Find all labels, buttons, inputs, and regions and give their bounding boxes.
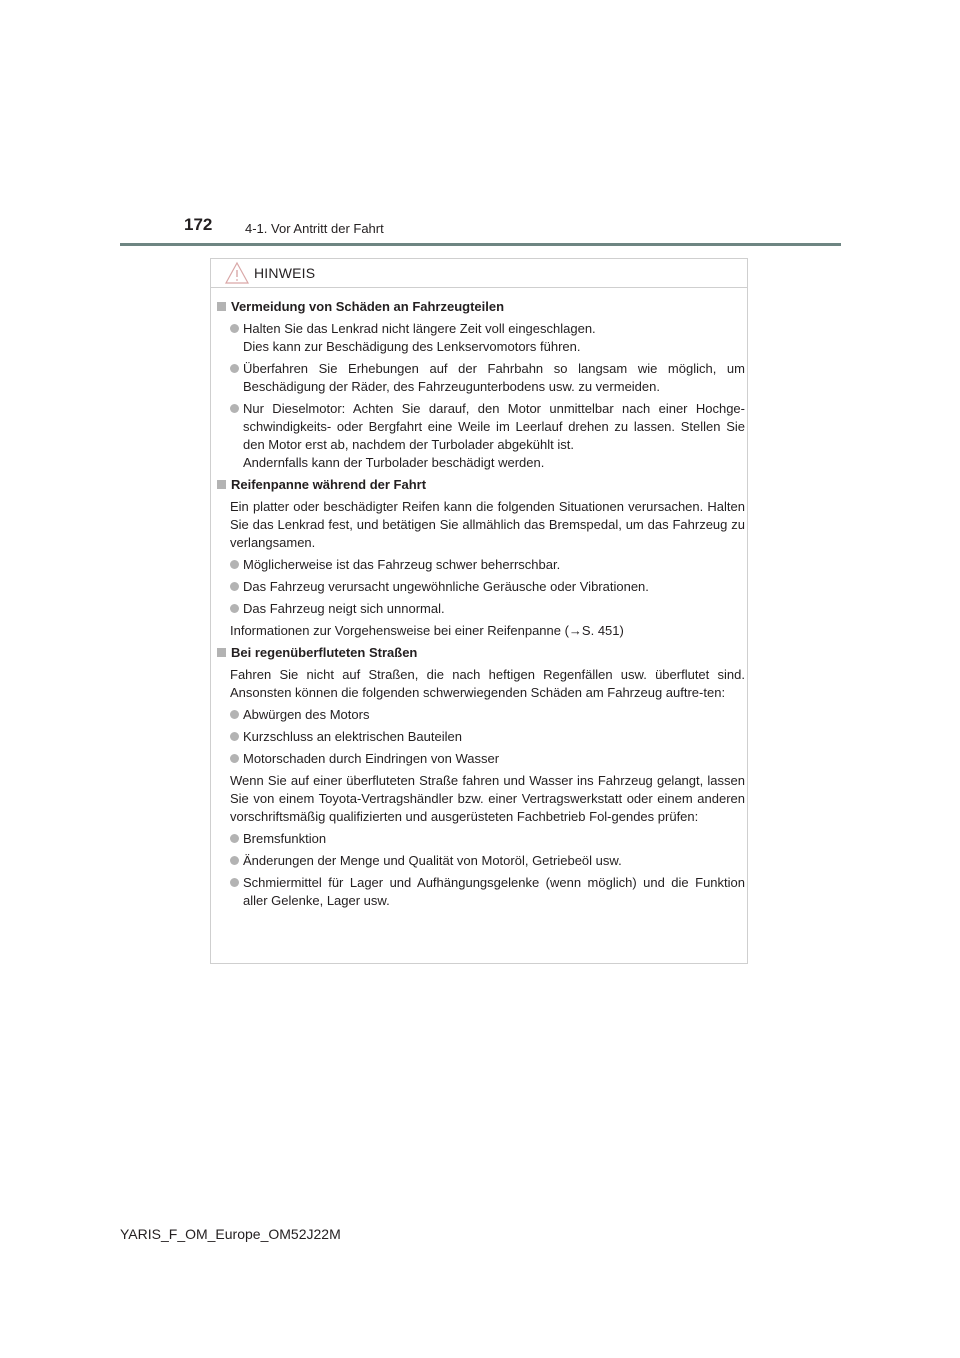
list-item-text: Änderungen der Menge und Qualität von Motoröl, Getriebeöl usw. <box>243 853 622 868</box>
list-item-text: Motorschaden durch Eindringen von Wasser <box>243 751 500 766</box>
list-item-text: Nur Dieselmotor: Achten Sie darauf, den Motor unmittelbar nach einer Hochge-schwindigkeits- oder Bergfahrt eine Weile im Leerlauf drehen zu lassen. Stellen Sie den Motor erst ab, nachdem der Turbolader abgekühlt ist. <box>243 401 745 452</box>
round-bullet-icon <box>230 364 239 373</box>
list-item <box>230 360 745 396</box>
list-item <box>230 320 745 356</box>
page-reference-paragraph: Informationen zur Vorgehensweise bei einer Reifenpanne (→S. 451) <box>230 623 624 638</box>
notice-body <box>217 298 745 914</box>
list-item-text: Das Fahrzeug neigt sich unnormal. <box>243 601 445 616</box>
list-item-text: Das Fahrzeug verursacht ungewöhnliche Geräusche oder Vibrationen. <box>243 579 649 594</box>
list-item <box>230 400 745 472</box>
round-bullet-icon <box>230 404 239 413</box>
round-bullet-icon <box>230 324 239 333</box>
section-heading <box>217 476 745 494</box>
paragraph: Wenn Sie auf einer überfluteten Straße fahren und Wasser ins Fahrzeug gelangt, lassen Sie von einem Toyota-Vertragshändler bzw. einer Vertragswerkstatt oder einem anderen vorschriftsmäßig qualifizierten und ausgerüsteten Fachbetrieb Fol-gendes prüfen: <box>230 773 745 824</box>
paragraph: Ein platter oder beschädigter Reifen kann die folgenden Situationen verursachen. Halten Sie das Lenkrad fest, und betätigen Sie allmählich das Bremspedal, um das Fahrzeug zu verlangsamen. <box>230 499 745 550</box>
list-item-text: Überfahren Sie Erhebungen auf der Fahrbahn so langsam wie möglich, um Beschädigung der Räder, des Fahrzeugunterbodens usw. zu vermeiden. <box>243 361 745 394</box>
section-heading-text: Bei regenüberfluteten Straßen <box>231 645 418 660</box>
list-item-text: Schmiermittel für Lager und Aufhängungsgelenke (wenn möglich) und die Funktion aller Gelenke, Lager usw. <box>243 875 745 908</box>
list-item-text: Kurzschluss an elektrischen Bauteilen <box>243 729 462 744</box>
list-item-text: Abwürgen des Motors <box>243 707 370 722</box>
list-item <box>230 578 745 596</box>
notice-header <box>211 259 747 288</box>
section-heading-text: Vermeidung von Schäden an Fahrzeugteilen <box>231 299 505 314</box>
list-item <box>230 728 745 746</box>
square-bullet-icon <box>217 648 226 657</box>
round-bullet-icon <box>230 834 239 843</box>
list-item-text: Dies kann zur Beschädigung des Lenkservomotors führen. <box>243 339 581 354</box>
square-bullet-icon <box>217 480 226 489</box>
section-heading <box>217 644 745 662</box>
header-rule <box>120 243 841 246</box>
list-item-text: Halten Sie das Lenkrad nicht längere Zeit voll eingeschlagen. <box>243 321 596 336</box>
square-bullet-icon <box>217 302 226 311</box>
list-item <box>230 750 745 768</box>
round-bullet-icon <box>230 582 239 591</box>
document-code: YARIS_F_OM_Europe_OM52J22M <box>120 1226 341 1242</box>
page-number: 172 <box>184 215 213 234</box>
list-item-text: Möglicherweise ist das Fahrzeug schwer beherrschbar. <box>243 557 561 572</box>
round-bullet-icon <box>230 732 239 741</box>
round-bullet-icon <box>230 560 239 569</box>
section-heading <box>217 298 745 316</box>
round-bullet-icon <box>230 604 239 613</box>
list-item <box>230 706 745 724</box>
paragraph: Fahren Sie nicht auf Straßen, die nach heftigen Regenfällen usw. überflutet sind. Ansonsten können die folgenden schwerwiegenden Schäden am Fahrzeug auftre-ten: <box>230 667 745 700</box>
round-bullet-icon <box>230 856 239 865</box>
list-item <box>230 600 745 618</box>
list-item-text: Andernfalls kann der Turbolader beschädigt werden. <box>243 455 545 470</box>
section-title: 4-1. Vor Antritt der Fahrt <box>245 221 384 236</box>
notice-box <box>210 258 748 964</box>
list-item <box>230 852 745 870</box>
list-item <box>230 830 745 848</box>
notice-title: HINWEIS <box>254 265 316 281</box>
list-item-text: Bremsfunktion <box>243 831 327 846</box>
warning-triangle-icon <box>224 261 250 290</box>
list-item <box>230 874 745 910</box>
section-heading-text: Reifenpanne während der Fahrt <box>231 477 427 492</box>
round-bullet-icon <box>230 878 239 887</box>
list-item <box>230 556 745 574</box>
round-bullet-icon <box>230 710 239 719</box>
round-bullet-icon <box>230 754 239 763</box>
